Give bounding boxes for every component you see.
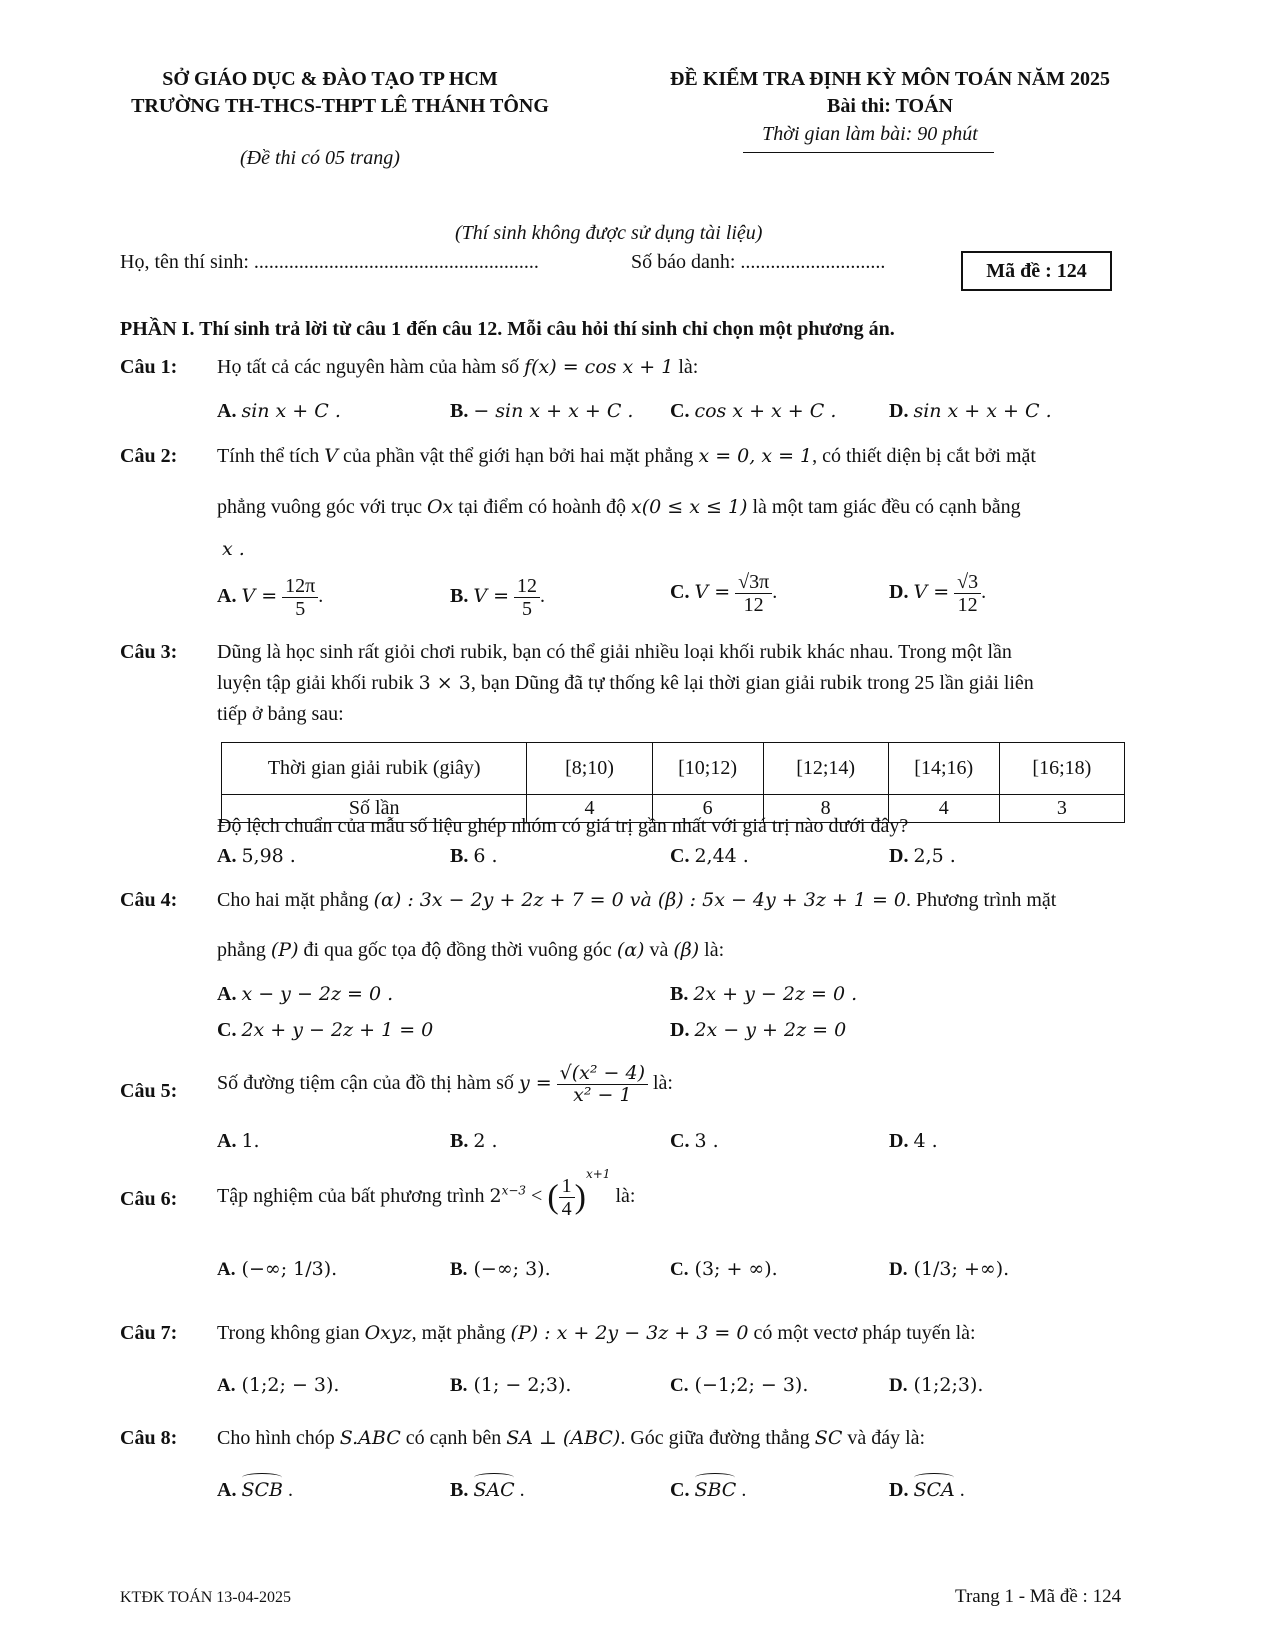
question-2-label: Câu 2: [120,445,178,467]
question-7-label: Câu 7: [120,1322,178,1344]
q7-option-d[interactable]: D. (1;2;3). [889,1374,984,1396]
question-6-label: Câu 6: [120,1188,178,1210]
q8-option-d[interactable]: D. SCA . [889,1479,965,1501]
q1-stem: Họ tất cả các nguyên hàm của hàm số [217,356,520,378]
footer-page-number: Trang 1 - Mã đề : 124 [955,1586,1122,1607]
question-1-label: Câu 1: [120,356,178,378]
subject-line: Bài thi: TOÁN [827,95,953,117]
table-cell: 6 [652,795,763,823]
q4-option-b[interactable]: B. 2x + y − 2z = 0 . [670,983,858,1005]
student-id-field: Số báo danh: ............................. [631,251,886,273]
q1-option-d[interactable]: D. sin x + x + C . [889,400,1052,422]
part-1-heading: PHẦN I. Thí sinh trả lời từ câu 1 đến câu 12. Mỗi câu hỏi thí sinh chỉ chọn một phương án. [120,318,895,340]
question-4-line-1: Cho hai mặt phẳng (α) : 3x − 2y + 2z + 7 = 0 và (β) : 5x − 4y + 3z + 1 = 0. Phương trình mặt [217,889,1057,911]
q7-option-a[interactable]: A. (1;2; − 3). [217,1374,340,1396]
question-2-line-3: x . [222,538,245,560]
q7-option-b[interactable]: B. (1; − 2;3). [450,1374,572,1396]
pages-note: (Đề thi có 05 trang) [240,147,400,169]
q2-option-b[interactable]: B. V = $\frac{12}{5}$ . [450,575,546,620]
exam-code-box: Mã đề : 124 [961,251,1112,291]
q5-option-a[interactable]: A. 1. [217,1130,260,1152]
table-cell: 4 [888,795,999,823]
question-3-label: Câu 3: [120,641,178,663]
q3-option-b[interactable]: B. 6 . [450,845,498,867]
q1-option-a[interactable]: A. sin x + C . [217,400,341,422]
question-3-line-3: tiếp ở bảng sau: [217,703,344,725]
q2-option-d[interactable]: D. V = $\frac{√3}{12}$ . [889,571,987,616]
q4-option-c[interactable]: C. 2x + y − 2z + 1 = 0 [217,1019,434,1041]
table-cell: 8 [763,795,888,823]
header-rule [743,152,994,153]
table-cell: [16;18) [999,743,1124,795]
rubik-time-table [221,742,1125,823]
q6-option-a[interactable]: A. (−∞; 1/3). [217,1258,338,1280]
table-cell: 4 [527,795,652,823]
q3-option-c[interactable]: C. 2,44 . [670,845,749,867]
table-cell: Thời gian giải rubik (giây) [222,743,527,795]
table-cell: Số lần [222,795,527,823]
table-header-row [222,743,1125,795]
table-cell: [12;14) [763,743,888,795]
question-1-text [217,356,698,379]
q5-option-d[interactable]: D. 4 . [889,1130,938,1152]
q6-option-c[interactable]: C. (3; + ∞). [670,1258,778,1280]
q2-option-c[interactable]: C. V = $\frac{√3\pi}{12}$ . [670,571,778,616]
q8-option-b[interactable]: B. SAC . [450,1479,525,1501]
question-5-text: Số đường tiệm cận của đồ thị hàm số y = $\frac{\text{√(x² − 4)}}{\text{x² − 1}}$ là: [217,1062,673,1106]
q5-option-b[interactable]: B. 2 . [450,1130,498,1152]
q4-option-a[interactable]: A. x − y − 2z = 0 . [217,983,394,1005]
question-6-text: Tập nghiệm của bất phương trình $2^{x-3}$ < ( $\frac{1}{4}$ )$^{x+1}$ là: [217,1167,636,1220]
department-name: SỞ GIÁO DỤC & ĐÀO TẠO TP HCM [162,68,498,90]
question-7-text: Trong không gian Oxyz, mặt phẳng (P) : x + 2y − 3z + 3 = 0 có một vectơ pháp tuyến là: [217,1322,976,1344]
student-name-field: Họ, tên thí sinh: ......................................................... [120,251,539,273]
q8-option-a[interactable]: A. SCB . [217,1479,293,1501]
table-cell: [10;12) [652,743,763,795]
question-8-text: Cho hình chóp S.ABC có cạnh bên SA ⊥ (ABC). Góc giữa đường thẳng SC và đáy là: [217,1427,926,1449]
q3-option-a[interactable]: A. 5,98 . [217,845,296,867]
question-4-label: Câu 4: [120,889,178,911]
no-documents-note: (Thí sinh không được sử dụng tài liệu) [455,222,763,244]
time-limit: Thời gian làm bài: 90 phút [762,123,978,145]
question-5-label: Câu 5: [120,1080,178,1102]
question-8-label: Câu 8: [120,1427,178,1449]
q1-option-c[interactable]: C. cos x + x + C . [670,400,837,422]
question-2-line-1: Tính thể tích V của phần vật thể giới hạn bởi hai mặt phẳng x = 0, x = 1, có thiết diện bị cắt bởi mặt [217,445,1036,467]
question-3-line-1: Dũng là học sinh rất giỏi chơi rubik, bạn có thể giải nhiều loại khối rubik khác nhau. Trong một lần [217,641,1012,663]
q6-option-d[interactable]: D. (1/3; +∞). [889,1258,1010,1280]
q8-option-c[interactable]: C. SBC . [670,1479,747,1501]
table-cell: 3 [999,795,1124,823]
q1-option-b[interactable]: B. − sin x + x + C . [450,400,634,422]
q7-option-c[interactable]: C. (−1;2; − 3). [670,1374,809,1396]
table-cell: [14;16) [888,743,999,795]
question-3-line-2: luyện tập giải khối rubik 3 × 3, bạn Dũng đã tự thống kê lại thời gian giải rubik trong 25 lần giải liên [217,672,1034,694]
q3-option-d[interactable]: D. 2,5 . [889,845,956,867]
q5-option-c[interactable]: C. 3 . [670,1130,719,1152]
q6-option-b[interactable]: B. (−∞; 3). [450,1258,551,1280]
footer-left: KTĐK TOÁN 13-04-2025 [120,1589,291,1606]
table-cell: [8;10) [527,743,652,795]
question-2-line-2: phẳng vuông góc với trục Ox tại điểm có hoành độ x(0 ≤ x ≤ 1) là một tam giác đều có cạnh bằng [217,496,1021,518]
exam-title: ĐỀ KIỂM TRA ĐỊNH KỲ MÔN TOÁN NĂM 2025 [669,68,1111,90]
q1-end: là: [678,356,699,378]
question-3-prompt: Độ lệch chuẩn của mẫu số liệu ghép nhóm có giá trị gần nhất với giá trị nào dưới đây? [217,815,909,837]
q1-function: f(x) = cos x + 1 [524,356,674,378]
q4-option-d[interactable]: D. 2x − y + 2z = 0 [670,1019,847,1041]
question-4-line-2: phẳng (P) đi qua gốc tọa độ đồng thời vuông góc (α) và (β) là: [217,939,725,961]
school-name: TRƯỜNG TH-THCS-THPT LÊ THÁNH TÔNG [131,95,549,117]
q2-option-a[interactable]: A. V = $\frac{12\pi}{5}$ . [217,575,324,620]
